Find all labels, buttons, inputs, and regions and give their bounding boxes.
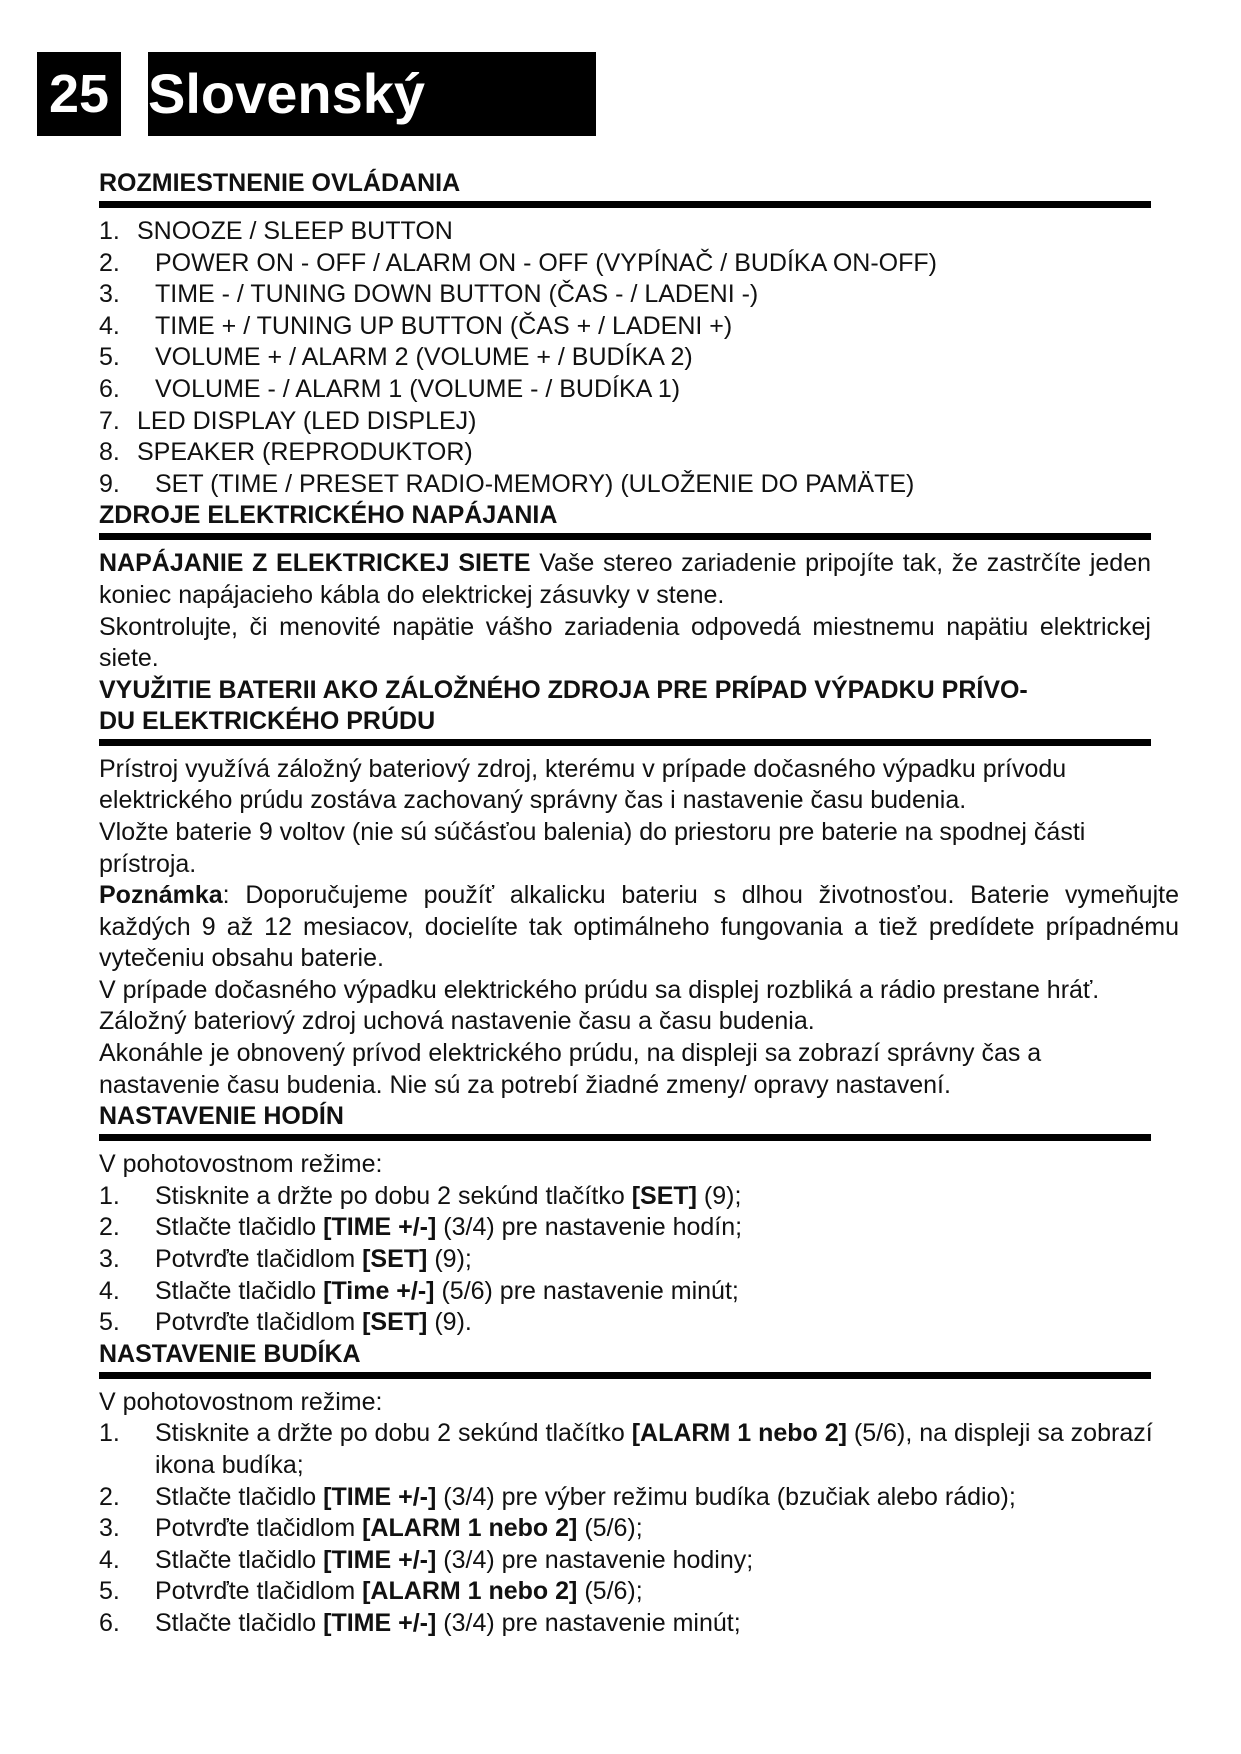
step-number: 5. bbox=[99, 1308, 120, 1337]
battery-heading bbox=[99, 675, 1179, 737]
battery-paragraph-2: Vložte baterie 9 voltov (nie sú súčásťou balenia) do priestoru pre baterie na spodnej části prístroja. bbox=[99, 817, 1086, 878]
list-item bbox=[99, 469, 1179, 501]
item-number: 8. bbox=[99, 438, 120, 467]
alarm-heading: NASTAVENIE BUDÍKA bbox=[99, 1339, 361, 1368]
list-item bbox=[99, 1276, 1179, 1308]
section-divider bbox=[99, 201, 1151, 208]
section-divider bbox=[99, 739, 1151, 746]
list-item bbox=[99, 374, 1179, 406]
power-lead-text: Vaše stereo zariadenie pripojíte tak, že zastrčíte jeden koniec napájacieho kábla do elektrickej zásuvky v stene. bbox=[99, 549, 1151, 609]
item-text: VOLUME + / ALARM 2 (VOLUME + / BUDÍKA 2) bbox=[155, 343, 693, 372]
step-number: 1. bbox=[99, 1181, 120, 1210]
page-title: Slovenský bbox=[148, 52, 596, 136]
clock-intro: V pohotovostnom režime: bbox=[99, 1150, 383, 1179]
item-text: SNOOZE / SLEEP BUTTON bbox=[137, 217, 453, 245]
item-number: 7. bbox=[99, 406, 120, 435]
step-number: 2. bbox=[99, 1213, 120, 1242]
list-item bbox=[99, 1608, 1179, 1640]
list-item bbox=[99, 342, 1179, 374]
list-item bbox=[99, 216, 1179, 248]
step-text: Stisknite a držte po dobu 2 sekúnd tlačítko [ALARM 1 nebo 2] (5/6), na displeji sa zobrazí ikona budíka; bbox=[155, 1419, 1153, 1479]
section-divider bbox=[99, 533, 1151, 540]
clock-heading: NASTAVENIE HODÍN bbox=[99, 1102, 344, 1131]
page-number: 25 bbox=[37, 52, 121, 136]
step-text: Stlačte tlačidlo [TIME +/-] (3/4) pre výber režimu budíka (bzučiak alebo rádio); bbox=[155, 1482, 1016, 1511]
list-item bbox=[99, 279, 1179, 311]
list-item bbox=[99, 1482, 1179, 1514]
step-text: Potvrďte tlačidlom [ALARM 1 nebo 2] (5/6); bbox=[155, 1514, 643, 1543]
list-item bbox=[99, 1307, 1179, 1339]
item-number: 2. bbox=[99, 248, 120, 277]
item-text: VOLUME - / ALARM 1 (VOLUME - / BUDÍKA 1) bbox=[155, 374, 681, 403]
list-item bbox=[99, 406, 1179, 438]
list-item bbox=[99, 437, 1179, 469]
step-text: Stisknite a držte po dobu 2 sekúnd tlačítko [SET] (9); bbox=[155, 1181, 742, 1210]
list-item bbox=[99, 1244, 1179, 1276]
item-number: 9. bbox=[99, 469, 120, 498]
item-text: SET (TIME / PRESET RADIO-MEMORY) (ULOŽENIE DO PAMÄTE) bbox=[155, 469, 915, 498]
step-number: 6. bbox=[99, 1608, 120, 1637]
step-text: Potvrďte tlačidlom [ALARM 1 nebo 2] (5/6); bbox=[155, 1577, 643, 1606]
note-text: : Doporučujeme použíť alkalicku bateriu s dlhou životnosťou. Baterie vymeňujte každých 9 až 12 mesiacov, docielíte tak optimálneho fungovania a tiež predídete prípadnému vytečeniu obsahu baterie. bbox=[99, 881, 1179, 973]
list-item bbox=[99, 311, 1179, 343]
battery-heading-line2: DU ELEKTRICKÉHO PRÚDU bbox=[99, 706, 436, 735]
item-number: 4. bbox=[99, 311, 120, 340]
list-item bbox=[99, 1545, 1179, 1577]
power-lead-label: NAPÁJANIE Z ELEKTRICKEJ SIETE bbox=[99, 549, 531, 578]
list-item bbox=[99, 1212, 1179, 1244]
section-divider bbox=[99, 1134, 1151, 1141]
step-text: Stlačte tlačidlo [TIME +/-] (3/4) pre nastavenie hodiny; bbox=[155, 1545, 754, 1574]
section-divider bbox=[99, 1372, 1151, 1379]
item-number: 5. bbox=[99, 343, 120, 372]
step-number: 3. bbox=[99, 1514, 120, 1543]
list-item bbox=[99, 1418, 1179, 1481]
item-text: TIME - / TUNING DOWN BUTTON (ČAS - / LADENI -) bbox=[155, 280, 759, 309]
step-text: Potvrďte tlačidlom [SET] (9). bbox=[155, 1308, 472, 1337]
step-number: 3. bbox=[99, 1245, 120, 1274]
clock-steps bbox=[99, 1181, 1179, 1339]
battery-note bbox=[99, 880, 1179, 975]
step-text: Potvrďte tlačidlom [SET] (9); bbox=[155, 1245, 472, 1274]
item-text: TIME + / TUNING UP BUTTON (ČAS + / LADENI +) bbox=[155, 311, 733, 340]
note-label: Poznámka bbox=[99, 881, 223, 910]
battery-heading-line1: VYUŽITIE BATERII AKO ZÁLOŽNÉHO ZDROJA PRE PRÍPAD VÝPADKU PRÍVO- bbox=[99, 675, 1028, 704]
list-item bbox=[99, 1513, 1179, 1545]
step-number: 4. bbox=[99, 1545, 120, 1574]
power-paragraph-2: Skontrolujte, či menovité napätie vášho zariadenia odpovedá miestnemu napätiu elektrickej siete. bbox=[99, 612, 1151, 673]
item-number: 1. bbox=[99, 217, 120, 245]
controls-list bbox=[99, 216, 1179, 500]
step-text: Stlačte tlačidlo [TIME +/-] (3/4) pre nastavenie hodín; bbox=[155, 1213, 743, 1242]
battery-paragraph-1: Prístroj využívá záložný bateriový zdroj, kterému v prípade dočasného výpadku prívodu elektrického prúdu zostáva zachovaný správny čas i nastavenie času budenia. bbox=[99, 754, 1067, 815]
battery-paragraph-4: V prípade dočasného výpadku elektrického prúdu sa displej rozbliká a rádio prestane hráť. Záložný bateriový zdroj uchová nastavenie času a času budenia. bbox=[99, 975, 1100, 1036]
item-number: 3. bbox=[99, 280, 120, 309]
list-item bbox=[99, 248, 1179, 280]
item-text: LED DISPLAY (LED DISPLEJ) bbox=[137, 406, 477, 435]
alarm-intro: V pohotovostnom režime: bbox=[99, 1387, 383, 1416]
list-item bbox=[99, 1576, 1179, 1608]
list-item bbox=[99, 1181, 1179, 1213]
item-text: SPEAKER (REPRODUKTOR) bbox=[137, 438, 473, 467]
step-text: Stlačte tlačidlo [Time +/-] (5/6) pre nastavenie minút; bbox=[155, 1276, 739, 1305]
step-number: 4. bbox=[99, 1276, 120, 1305]
document-body bbox=[99, 168, 1179, 1640]
step-number: 1. bbox=[99, 1419, 120, 1448]
step-number: 2. bbox=[99, 1482, 120, 1511]
battery-paragraph-5: Akonáhle je obnovený prívod elektrického prúdu, na displeji sa zobrazí správny čas a nastavenie času budenia. Nie sú za potrebí žiadné zmeny/ opravy nastavení. bbox=[99, 1039, 1042, 1099]
controls-heading: ROZMIESTNENIE OVLÁDANIA bbox=[99, 169, 461, 197]
item-text: POWER ON - OFF / ALARM ON - OFF (VYPÍNAČ / BUDÍKA ON-OFF) bbox=[155, 248, 937, 277]
power-heading: ZDROJE ELEKTRICKÉHO NAPÁJANIA bbox=[99, 501, 558, 530]
step-number: 5. bbox=[99, 1577, 120, 1606]
step-text: Stlačte tlačidlo [TIME +/-] (3/4) pre nastavenie minút; bbox=[155, 1608, 741, 1637]
alarm-steps bbox=[99, 1418, 1179, 1639]
power-paragraph bbox=[99, 548, 1151, 611]
item-number: 6. bbox=[99, 374, 120, 403]
